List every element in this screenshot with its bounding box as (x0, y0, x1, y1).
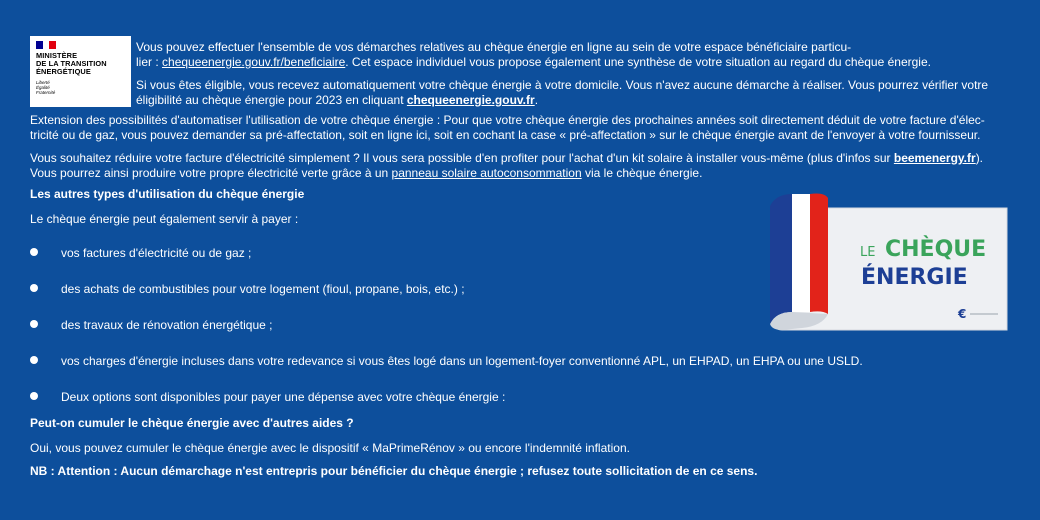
ministry-logo (30, 36, 131, 107)
logo-motto-3: Fraternité (36, 90, 56, 95)
bullet-icon (30, 320, 38, 328)
logo-motto-1: Liberté (36, 80, 50, 85)
solar-line-1 (30, 151, 983, 166)
solar-panel-link[interactable]: panneau solaire autoconsommation (391, 166, 582, 180)
solar-l1-prefix: Vous souhaitez réduire votre facture d'électricité simplement ? Il vous sera possible d'en profiter pour l'achat d'un kit solaire à installer vous-même (plus d'infos sur (30, 151, 894, 165)
intro-paragraph-1 (136, 40, 931, 70)
nb-warning: NB : Attention : Aucun démarchage n'est entrepris pour bénéficier du chèque énergie ; refusez toute sollicitation de en ce sens. (30, 464, 758, 478)
list-item: des achats de combustibles pour votre logement (fioul, propane, bois, etc.) ; (61, 282, 465, 296)
cheque-text-energie: ÉNERGIE (861, 265, 968, 290)
intro-p1-line2 (136, 55, 931, 70)
solar-l1-suffix: ). (975, 151, 984, 165)
euro-symbol-icon: € (958, 307, 967, 321)
solar-line-2 (30, 166, 983, 181)
solar-l2-prefix: Vous pourrez ainsi produire votre propre électricité verte grâce à un (30, 166, 392, 180)
list-item: Deux options sont disponibles pour payer une dépense avec votre chèque énergie : (61, 390, 506, 404)
logo-line-2: DE LA TRANSITION (36, 59, 107, 68)
extension-paragraph (30, 113, 985, 143)
beemenergy-link[interactable]: beemenergy.fr (893, 151, 976, 165)
intro-paragraph-2 (136, 78, 988, 108)
extension-line-1: Extension des possibilités d'automatiser l'utilisation de votre chèque énergie : Pour que votre chèque énergie des prochaines années soit directement déduit de votre facture d'élec- (30, 113, 985, 127)
logo-line-3: ÉNERGÉTIQUE (36, 67, 91, 76)
bullet-icon (30, 392, 38, 400)
chequeenergie-link[interactable]: chequeenergie.gouv.fr (406, 93, 535, 107)
intro-p1-prefix: lier : (136, 55, 163, 69)
cumul-text: Oui, vous pouvez cumuler le chèque énergie avec le dispositif « MaPrimeRénov » ou encore l'indemnité inflation. (30, 441, 630, 455)
list-item: des travaux de rénovation énergétique ; (61, 318, 273, 332)
cheque-energie-illustration (762, 190, 1012, 332)
logo-line-1: MINISTÈRE (36, 51, 78, 60)
list-item: vos factures d'électricité ou de gaz ; (61, 246, 252, 260)
beneficiary-link[interactable]: chequeenergie.gouv.fr/beneficiaire (162, 55, 346, 69)
solar-paragraph (30, 151, 983, 181)
logo-motto-2: Égalité (36, 85, 50, 90)
uses-intro: Le chèque énergie peut également servir à payer : (30, 212, 299, 226)
cheque-energie-image (762, 190, 1012, 332)
solar-l2-suffix: via le chèque énergie. (581, 166, 703, 180)
cheque-text-le: LE (860, 245, 876, 260)
extension-line-2: tricité ou de gaz, vous pouvez demander sa pré-affectation, soit en ligne ici, soit en cochant la case « pré-affectation » sur le chèque énergie avant de l'envoyer à votre fournisseur. (30, 128, 981, 142)
intro-p2-prefix: éligibilité au chèque énergie pour 2023 en cliquant (136, 93, 407, 107)
intro-p1-line1: Vous pouvez effectuer l'ensemble de vos démarches relatives au chèque énergie en ligne au sein de votre espace bénéficiaire particu- (136, 40, 852, 54)
bullet-icon (30, 248, 38, 256)
cheque-text-cheque: CHÈQUE (885, 237, 987, 262)
bullet-icon (30, 284, 38, 292)
bullet-icon (30, 356, 38, 364)
list-item: vos charges d'énergie incluses dans votre redevance si vous êtes logé dans un logement-foyer conventionné APL, un EHPAD, un EHPA ou une USLD. (61, 354, 863, 368)
intro-p2-line1: Si vous êtes éligible, vous recevez automatiquement votre chèque énergie à votre domicile. Vous n'avez aucune démarche à réaliser. Vous pourrez vérifier votre (136, 78, 989, 92)
republic-flag-icon (36, 41, 56, 49)
uses-heading: Les autres types d'utilisation du chèque énergie (30, 187, 305, 201)
intro-p2-line2 (136, 93, 988, 108)
intro-p2-suffix: . (534, 93, 539, 107)
cumul-heading: Peut-on cumuler le chèque énergie avec d'autres aides ? (30, 416, 354, 430)
intro-p1-suffix: . Cet espace individuel vous propose également une synthèse de votre situation au regard du chèque énergie. (345, 55, 931, 69)
